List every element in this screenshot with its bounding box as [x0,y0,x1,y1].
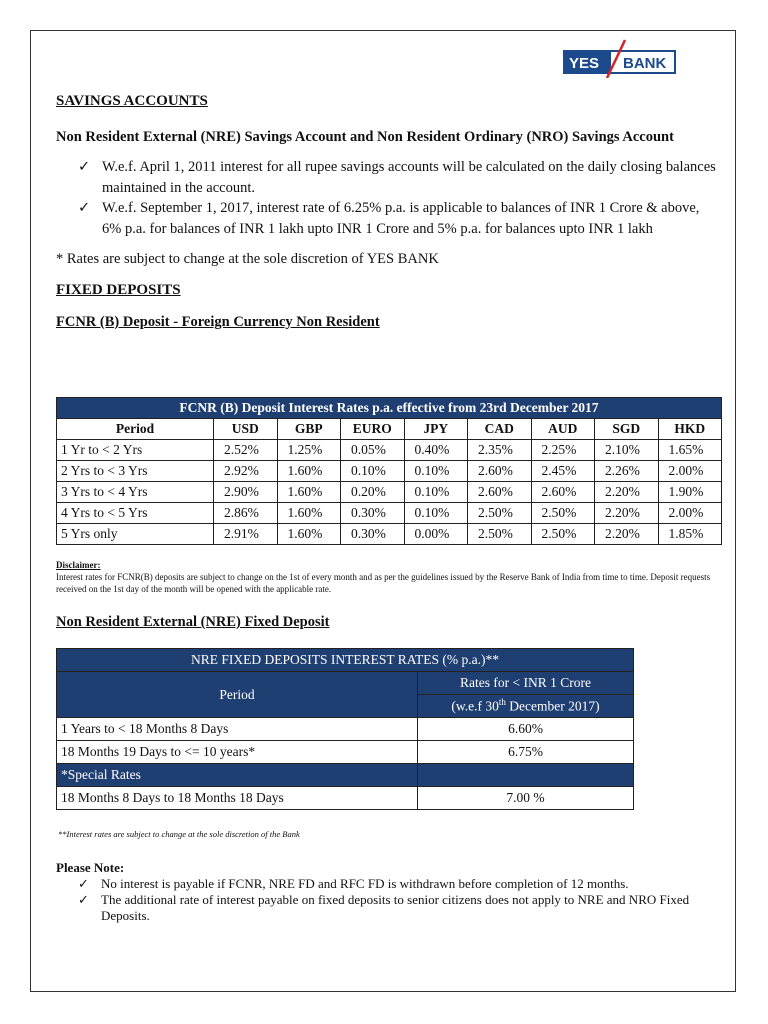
rate-cell: 2.20% [595,524,659,545]
col-header: SGD [595,419,659,440]
fcnr-disclaimer [56,559,716,595]
col-header: AUD [531,419,595,440]
nre-period-header: Period [57,672,418,718]
col-header: USD [214,419,278,440]
table-row [57,440,722,461]
logo-yes-text: YES [569,55,600,72]
rate-cell: 2.26% [595,461,659,482]
rate-cell: 1.65% [658,440,722,461]
rate-cell: 6.60% [418,718,634,741]
period-cell: 1 Yr to < 2 Yrs [57,440,214,461]
nre-rate-header: Rates for < INR 1 Crore [418,672,634,695]
nre-table-title: NRE FIXED DEPOSITS INTEREST RATES (% p.a.)** [57,649,634,672]
col-header: HKD [658,419,722,440]
col-header: GBP [277,419,341,440]
nre-heading: Non Resident External (NRE) Fixed Deposit [56,614,330,630]
rate-cell: 1.90% [658,482,722,503]
check-icon: ✓ [78,200,91,216]
please-note-title: Please Note: [56,860,125,875]
rate-cell: 0.10% [404,503,468,524]
rate-cell: 1.60% [277,482,341,503]
rate-cell: 0.10% [404,482,468,503]
rate-cell: 2.90% [214,482,278,503]
table-row [57,741,634,764]
rate-cell: 1.60% [277,503,341,524]
savings-bullet: ✓ W.e.f. April 1, 2011 interest for all rupee savings accounts will be calculated on the daily closing balances maintained in the account. [78,159,716,196]
period-cell: 1 Years to < 18 Months 8 Days [57,718,418,741]
fcnr-rates-table [56,397,722,545]
rate-cell: 2.50% [468,503,532,524]
rate-cell: 2.52% [214,440,278,461]
table-row [57,482,722,503]
fcnr-heading: FCNR (B) Deposit - Foreign Currency Non Resident [56,314,380,330]
rate-cell: 7.00 % [418,787,634,810]
logo-bank-text: BANK [623,55,667,72]
savings-bullet-list [56,157,716,239]
rate-cell: 2.10% [595,440,659,461]
period-cell: 5 Yrs only [57,524,214,545]
rate-cell: 6.75% [418,741,634,764]
rate-cell: 0.05% [341,440,405,461]
col-header: CAD [468,419,532,440]
savings-heading: SAVINGS ACCOUNTS [56,93,208,109]
rate-cell: 0.10% [404,461,468,482]
savings-subheading: Non Resident External (NRE) Savings Account and Non Resident Ordinary (NRO) Savings Account [56,129,674,145]
period-cell: 18 Months 19 Days to <= 10 years* [57,741,418,764]
rate-cell: 2.20% [595,503,659,524]
rate-cell: 2.20% [595,482,659,503]
fcnr-header-row [57,419,722,440]
rate-cell: 2.50% [531,524,595,545]
table-row [57,787,634,810]
fcnr-table-title: FCNR (B) Deposit Interest Rates p.a. effective from 23rd December 2017 [57,398,722,419]
rate-cell: 0.30% [341,524,405,545]
nre-footnote: **Interest rates are subject to change at the sole discretion of the Bank [58,829,300,839]
disclaimer-text: Interest rates for FCNR(B) deposits are subject to change on the 1st of every month and as per the guidelines issued by the Reserve Bank of India from time to time. Deposit requests received on the 1st day of the month will be opened with the applicable rate. [56,572,711,594]
rate-cell: 2.60% [531,482,595,503]
rate-cell: 0.40% [404,440,468,461]
table-row [57,718,634,741]
yes-bank-logo [563,38,676,78]
rate-cell: 2.50% [468,524,532,545]
nre-rate-subheader: (w.e.f 30th December 2017) [418,695,634,718]
rate-cell: 1.60% [277,461,341,482]
fixed-deposits-heading: FIXED DEPOSITS [56,282,181,298]
table-row [57,461,722,482]
check-icon: ✓ [78,876,89,891]
list-item: ✓ No interest is payable if FCNR, NRE FD and RFC FD is withdrawn before completion of 12 months. [78,876,629,891]
special-rates-blank [418,764,634,787]
col-header: JPY [404,419,468,440]
col-header: Period [57,419,214,440]
rate-cell: 1.60% [277,524,341,545]
period-cell: 4 Yrs to < 5 Yrs [57,503,214,524]
rate-cell: 0.30% [341,503,405,524]
please-note-list [56,876,716,924]
rate-cell: 2.50% [531,503,595,524]
list-item: ✓ The additional rate of interest payable on fixed deposits to senior citizens does not apply to NRE and NRO Fixed Deposits. [78,892,690,923]
please-note [56,860,716,924]
rate-cell: 2.60% [468,461,532,482]
savings-rates-note: * Rates are subject to change at the sole discretion of YES BANK [56,251,439,267]
rate-cell: 2.00% [658,461,722,482]
period-cell: 2 Yrs to < 3 Yrs [57,461,214,482]
rate-cell: 1.25% [277,440,341,461]
rate-cell: 2.00% [658,503,722,524]
col-header: EURO [341,419,405,440]
special-rates-label: *Special Rates [57,764,418,787]
rate-cell: 2.86% [214,503,278,524]
nre-rates-table [56,648,634,810]
disclaimer-title: Disclaimer: [56,560,101,570]
rate-cell: 0.10% [341,461,405,482]
rate-cell: 1.85% [658,524,722,545]
rate-cell: 0.00% [404,524,468,545]
rate-cell: 2.35% [468,440,532,461]
rate-cell: 2.60% [468,482,532,503]
rate-cell: 2.25% [531,440,595,461]
check-icon: ✓ [78,159,91,175]
rate-cell: 0.20% [341,482,405,503]
rate-cell: 2.91% [214,524,278,545]
table-row [57,503,722,524]
rate-cell: 2.45% [531,461,595,482]
rate-cell: 2.92% [214,461,278,482]
period-cell: 3 Yrs to < 4 Yrs [57,482,214,503]
table-row [57,524,722,545]
check-icon: ✓ [78,892,89,907]
savings-bullet: ✓ W.e.f. September 1, 2017, interest rate of 6.25% p.a. is applicable to balances of INR 1 Crore & above, 6% p.a. for balances of INR 1 lakh upto INR 1 Crore and 5% p.a. for balances upto INR 1 lakh [78,200,700,237]
period-cell: 18 Months 8 Days to 18 Months 18 Days [57,787,418,810]
